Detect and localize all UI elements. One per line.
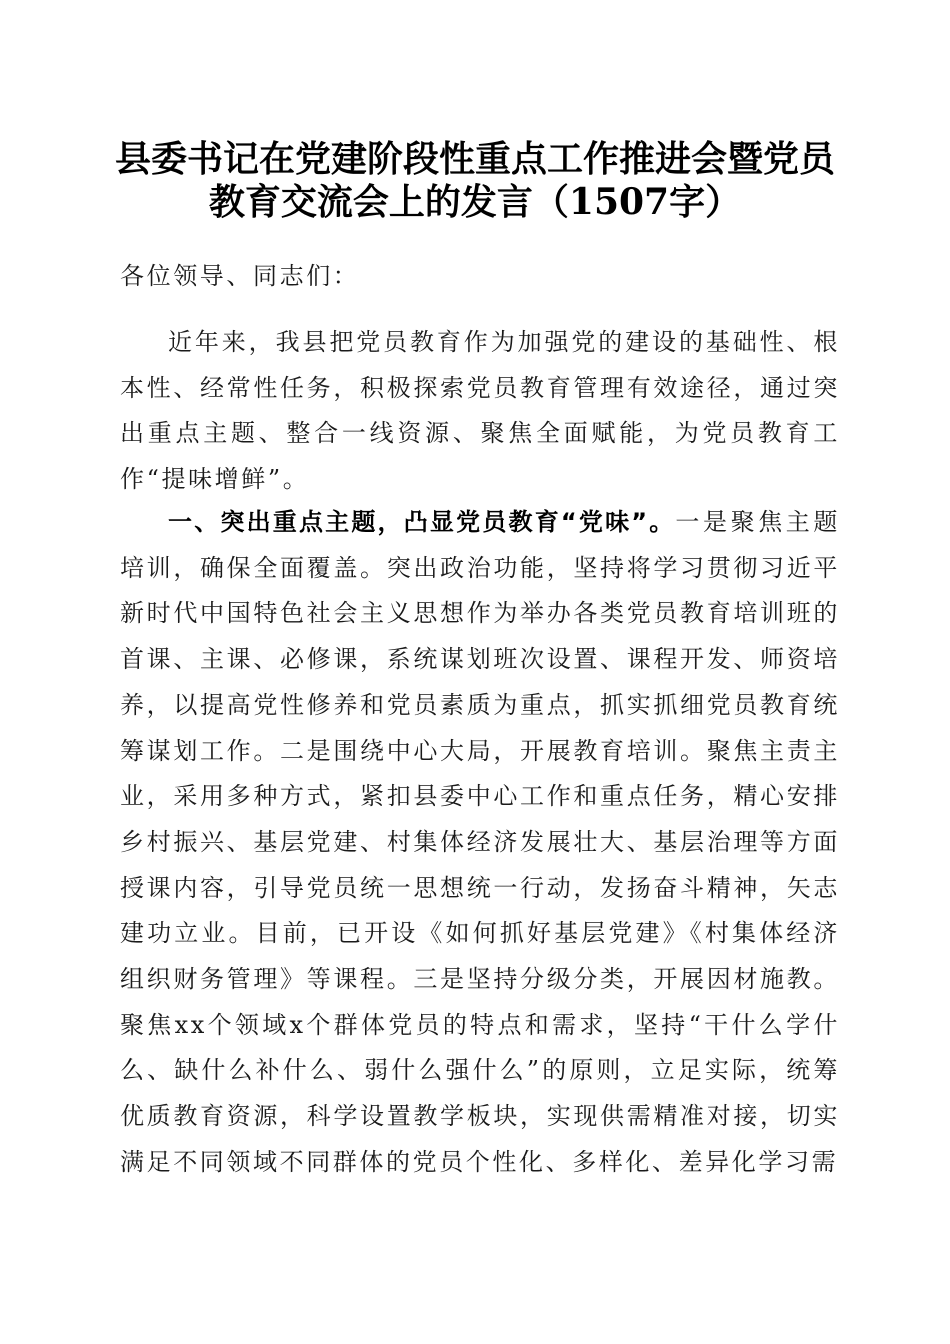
section-1-body: 一是聚焦主题培训，确保全面覆盖。突出政治功能，坚持将学习贯彻习近平新时代中国特色社会主义思想作为举办各类党员教育培训班的首课、主课、必修课，系统谋划班次设置、课程开发、师资培养，以提高党性修养和党员素质为重点，抓实抓细党员教育统筹谋划工作。二是围绕中心大局，开展教育培训。聚焦主责主业，采用多种方式，紧扣县委中心工作和重点任务，精心安排乡村振兴、基层党建、村集体经济发展壮大、基层治理等方面授课内容，引导党员统一思想统一行动，发扬奋斗精神，矢志建功立业。目前，已开设《如何抓好基层党建》《村集体经济组织财务管理》等课程。三是坚持分级分类，开展因材施教。聚焦xx个领域x个群体党员的特点和需求，坚持“干什么学什么、缺什么补什么、弱什么强什么”的原则，立足实际，统筹优质教育资源，科学设置教学板块，实现供需精准对接，切实满足不同领域不同群体的党员个性化、多样化、差异化学习需: [120, 508, 840, 1176]
paragraph-intro: 近年来，我县把党员教育作为加强党的建设的基础性、根本性、经常性任务，积极探索党员教育管理有效途径，通过突出重点主题、整合一线资源、聚焦全面赋能，为党员教育工作“提味增鲜”。: [120, 328, 840, 494]
salutation: 各位领导、同志们：: [120, 262, 360, 290]
document-title-line-2: 教育交流会上的发言（1507字）: [208, 181, 742, 223]
paragraph-section-1: [120, 500, 840, 1186]
document-title-line-1: 县委书记在党建阶段性重点工作推进会暨党员: [114, 138, 835, 180]
section-1-heading: 一、突出重点主题，凸显党员教育“党味”。: [168, 508, 676, 536]
